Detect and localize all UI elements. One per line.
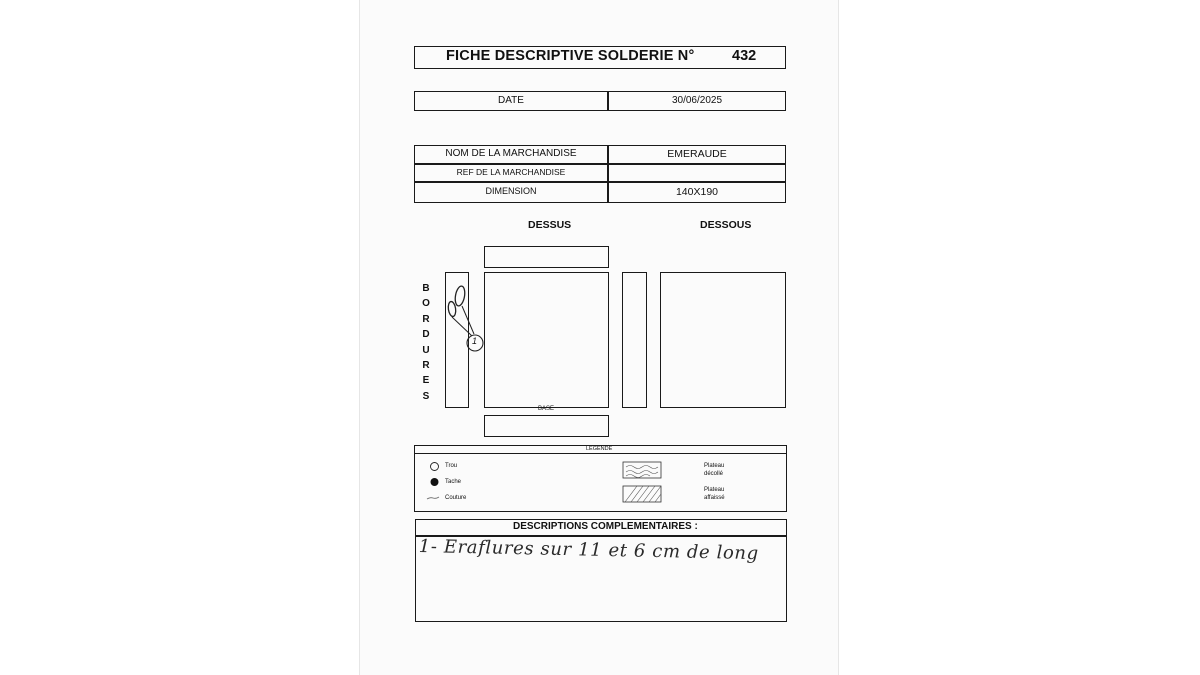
borders-letter: E xyxy=(422,375,430,387)
dessus-side-border-panel xyxy=(445,272,469,408)
date-value: 30/06/2025 xyxy=(671,95,723,106)
legend-plateau-decolle-line1: Plateau xyxy=(704,463,725,469)
descriptions-title: DESCRIPTIONS COMPLEMENTAIRES : xyxy=(513,521,698,532)
damage-marker-number: 1 xyxy=(472,336,478,346)
form-number: 432 xyxy=(732,48,757,64)
base-panel xyxy=(484,415,609,437)
legend-title: LEGENDE xyxy=(586,446,613,452)
borders-letter: S xyxy=(422,390,430,402)
legend-plateau-affaisse-line2: affaissé xyxy=(704,495,725,501)
merchandise-row-divider xyxy=(414,163,786,165)
dessous-heading: DESSOUS xyxy=(700,219,752,231)
dessous-main-panel xyxy=(660,272,786,408)
legend-plateau-affaisse-line1: Plateau xyxy=(704,487,725,493)
dimension-label: DIMENSION xyxy=(485,186,537,196)
legend-item-couture: Couture xyxy=(445,495,467,501)
dessus-top-border-panel xyxy=(484,246,609,268)
borders-label xyxy=(421,281,431,404)
legend-header-divider xyxy=(414,453,787,454)
dessous-side-border-panel xyxy=(622,272,647,408)
borders-letter: O xyxy=(422,298,430,310)
legend-item-trou: Trou xyxy=(445,463,458,469)
legend-box xyxy=(414,445,787,512)
borders-letter: B xyxy=(422,283,430,294)
dessus-main-panel xyxy=(484,272,609,408)
legend-plateau-decolle-line2: décollé xyxy=(704,471,724,477)
merchandise-name-value: EMERAUDE xyxy=(667,148,727,160)
dessus-heading: DESSUS xyxy=(528,219,572,231)
legend-item-tache: Tache xyxy=(445,479,462,485)
base-label: BASE xyxy=(538,406,555,412)
form-title: FICHE DESCRIPTIVE SOLDERIE N° xyxy=(446,48,695,64)
merchandise-ref-label: REF DE LA MARCHANDISE xyxy=(456,167,566,177)
borders-letter: R xyxy=(422,360,430,372)
merchandise-name-label: NOM DE LA MARCHANDISE xyxy=(445,148,577,159)
date-label: DATE xyxy=(498,95,524,106)
borders-letter: R xyxy=(422,313,430,325)
merchandise-row-divider xyxy=(414,181,786,183)
handwritten-description: 1- Eraflures sur 11 et 6 cm de long xyxy=(418,536,759,565)
dimension-value: 140X190 xyxy=(675,186,719,198)
borders-letter: U xyxy=(422,344,430,356)
borders-letter: D xyxy=(422,329,430,341)
